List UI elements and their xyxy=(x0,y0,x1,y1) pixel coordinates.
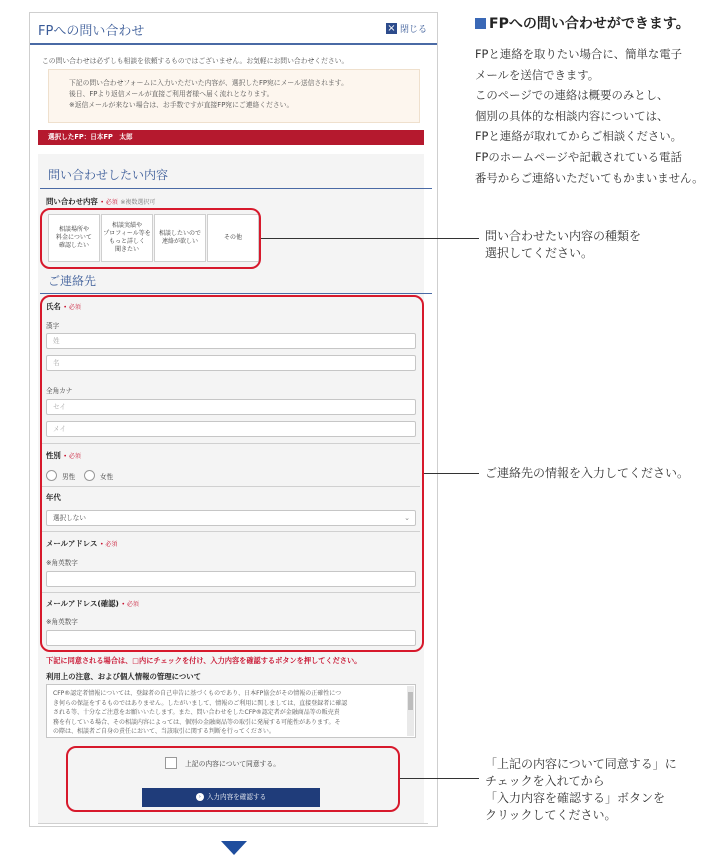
callout-text-agree xyxy=(485,756,677,824)
email-label-text: メールアドレス xyxy=(46,539,98,548)
choice-line: 確認したい xyxy=(58,242,89,249)
callout-line-text: ご連絡先の情報を入力してください。 xyxy=(485,466,690,480)
description-line: FPと連絡が取れてからご相談ください。 xyxy=(475,129,683,144)
last-name-input[interactable]: 姓 xyxy=(46,333,416,349)
callout-line-text: 「上記の内容について同意する」に xyxy=(485,757,677,771)
choice-line: プロフィール等を xyxy=(103,230,151,237)
description-line: 個別の具体的な相談内容については、 xyxy=(475,108,669,123)
callout-line-contact xyxy=(424,473,479,474)
callout-line-text: チェックを入れてから xyxy=(485,774,605,788)
email-note: ※角英数字 xyxy=(46,559,78,567)
panel-title: FPへの問い合わせ xyxy=(38,24,145,39)
inquiry-field-label xyxy=(46,196,155,207)
required-badge: • 必須 xyxy=(99,541,118,548)
close-icon: × xyxy=(387,23,396,34)
gender-female-label: 女性 xyxy=(100,473,114,481)
callout-line-text: 選択してください。 xyxy=(485,246,594,260)
choice-line: その他 xyxy=(223,234,242,241)
name-label-text: 氏名 xyxy=(46,302,61,311)
privacy-scrollbar[interactable] xyxy=(407,686,414,736)
privacy-line: の際は、相談者ご自身の責任において、当該取引に関する判断を行ってください。 xyxy=(53,728,275,736)
inquiry-field-text: 問い合わせ内容 xyxy=(46,197,98,206)
panel-header xyxy=(30,13,437,45)
notice-line: 後日、FPより返信メールが直接ご利用者様へ届く流れとなります。 xyxy=(69,90,274,98)
intro-text: この問い合わせは必ずしも相談を依頼するものではございません。お気軽にお問い合わせください。 xyxy=(42,57,349,65)
callout-line-inquiry xyxy=(261,238,479,239)
agree-checkbox-label: 上記の内容について同意する。 xyxy=(185,760,281,768)
inquiry-heading-rule xyxy=(40,188,432,189)
required-badge: • 必須 xyxy=(121,601,139,608)
privacy-line: き何らの保証をするものではありません。したがいまして、情報のご利用に関しましては、直接登録者に確認 xyxy=(53,699,348,707)
email-confirm-note: ※角英数字 xyxy=(46,618,78,626)
callout-box-contact xyxy=(40,295,424,652)
callout-line-text: クリックしてください。 xyxy=(485,808,617,822)
description-title xyxy=(475,13,690,33)
contact-heading-rule xyxy=(40,293,432,294)
description-line: FPのホームページや記載されている電話 xyxy=(475,149,682,164)
bottom-divider xyxy=(38,823,428,824)
multi-select-note: ※複数選択可 xyxy=(120,199,156,206)
notice-line: 下記の問い合わせフォームに入力いただいた内容が、選択したFP宛にメール送信されます。 xyxy=(69,79,348,87)
choice-line: 料金について xyxy=(56,234,92,241)
description-line: 番号からご連絡いただいてもかまいません。 xyxy=(475,170,704,185)
notice-line: ※返信メールが来ない場合は、お手数ですが直接FP宛にご連絡ください。 xyxy=(69,101,294,109)
selected-fp-bar: 選択したFP：日本FP 太郎 xyxy=(38,130,424,145)
description-line: FPと連絡を取りたい場合に、簡単な電子 xyxy=(475,47,683,61)
required-badge: • 必須 xyxy=(63,453,81,460)
confirm-button-label: 入力内容を確認する xyxy=(206,793,267,801)
privacy-title: 利用上の注意、および個人情報の管理について xyxy=(46,672,202,681)
kana-label: 全角カナ xyxy=(46,387,73,395)
required-badge: • 必須 xyxy=(63,304,81,311)
description-title-text: FPへの問い合わせができます。 xyxy=(489,16,690,32)
square-bullet-icon xyxy=(475,18,486,29)
email-confirm-label-text: メールアドレス(確認) xyxy=(46,599,119,608)
choice-line: 連絡が欲しい xyxy=(161,238,198,245)
callout-text-inquiry xyxy=(485,228,641,262)
last-kana-input[interactable]: セイ xyxy=(46,399,416,415)
privacy-line: CFP®認定者情報については、登録者の自己申告に基づくものであり、日本FP協会がその情報の正確性につ xyxy=(53,690,342,697)
arrow-right-icon: › xyxy=(196,793,204,801)
gender-male-label: 男性 xyxy=(62,473,76,481)
close-button[interactable] xyxy=(386,22,427,35)
contact-heading: ご連絡先 xyxy=(48,274,97,288)
choice-line: もっと詳しく xyxy=(108,238,145,245)
required-badge: • 必須 xyxy=(100,199,118,206)
choice-line: 聞きたい xyxy=(114,246,139,253)
choice-line: 相談実績や xyxy=(111,222,142,229)
down-arrow-icon xyxy=(221,841,247,855)
callout-line-text: 「入力内容を確認する」ボタンを xyxy=(485,791,666,805)
scrollbar-thumb[interactable] xyxy=(408,692,413,710)
description-body xyxy=(475,44,704,188)
age-selected-value: 選択しない xyxy=(53,514,86,522)
close-label: 閉じる xyxy=(399,25,427,35)
callout-box-inquiry xyxy=(40,208,261,269)
age-label: 年代 xyxy=(46,493,61,502)
privacy-line: 務を有している場合、その相談内容によっては、個別の金融商品等の取引に発展する可能性があります。そ xyxy=(53,718,341,726)
choice-line: 相談したいので xyxy=(158,230,201,237)
first-kana-input[interactable]: メイ xyxy=(46,421,416,437)
inquiry-heading: 問い合わせしたい内容 xyxy=(48,168,169,182)
kanji-label: 漢字 xyxy=(46,322,60,330)
privacy-line: される等、十分なご注意をお願いいたします。また、問い合わせをしたCFP®認定者が金融商品等の販売責 xyxy=(53,709,340,717)
agreement-notice: 下記に同意される場合は、□内にチェックを付け、入力内容を確認するボタンを押してください。 xyxy=(46,656,362,665)
privacy-text-box[interactable] xyxy=(46,684,416,738)
callout-line-text: 問い合わせたい内容の種類を xyxy=(485,229,642,243)
first-name-input[interactable]: 名 xyxy=(46,355,416,371)
callout-box-agree xyxy=(66,746,400,812)
callout-text-contact xyxy=(485,465,689,482)
gender-label-text: 性別 xyxy=(46,451,61,460)
choice-line: 相談場所や xyxy=(58,226,89,233)
notice-box xyxy=(48,69,420,123)
description-line: このページでの連絡は概要のみとし、 xyxy=(475,88,669,103)
description-line: メールを送信できます。 xyxy=(475,67,600,82)
chevron-down-icon: ⌄ xyxy=(404,514,410,522)
callout-line-agree xyxy=(400,778,479,779)
